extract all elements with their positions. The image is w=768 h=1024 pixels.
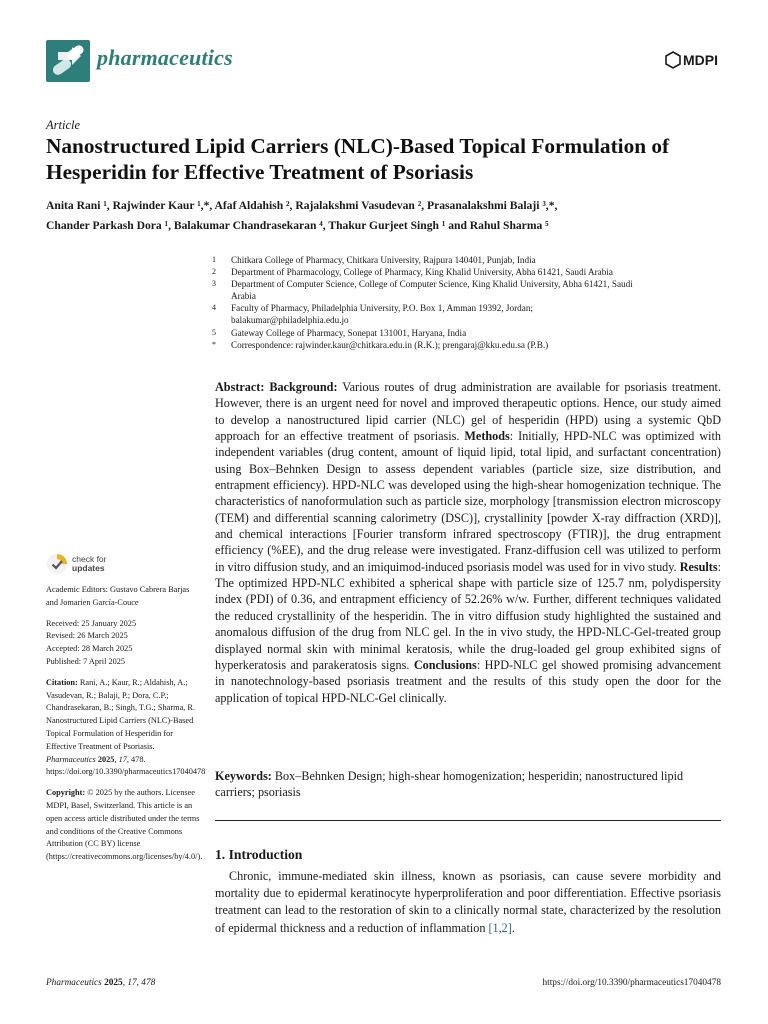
affiliation-number: * (212, 339, 216, 349)
affiliation-item (212, 278, 732, 302)
citation-label: Citation: (46, 677, 78, 687)
journal-name: pharmaceutics (97, 45, 233, 70)
check-updates-label (72, 555, 107, 573)
check-for-updates-button[interactable] (46, 553, 107, 575)
background-label: Background: (269, 380, 338, 394)
journal-logo (46, 40, 90, 82)
publisher-name: MDPI (683, 52, 718, 68)
citation-link[interactable]: [1,2] (488, 920, 512, 935)
affiliation-text: Gateway College of Pharmacy, Sonepat 131001, Haryana, India (231, 327, 467, 338)
hexagon-icon (665, 51, 681, 69)
citation-journal: Pharmaceutics (46, 754, 96, 764)
citation-year: 2025 (95, 754, 115, 764)
sentence-end: . (511, 920, 515, 935)
citation-text: Rani, A.; Kaur, R.; Aldahish, A.; Vasudevan, R.; Balaji, P.; Dora, C.P.; Chandrasekaran, B.; Singh, T.G.; Sharma, R. Nanostructured Lipid Carriers (NLC)-Based Topical Formulation of Hesperidin for Effective Treatment of Psoriasis. (46, 677, 196, 751)
revised-date: Revised: 26 March 2025 (46, 631, 128, 641)
footer-doi-link[interactable]: https://doi.org/10.3390/pharmaceutics17040478 (542, 978, 721, 988)
footer-year: 2025 (101, 978, 123, 988)
affiliation-item (212, 266, 732, 278)
results-text: : The optimized HPD-NLC exhibited a spherical shape with particle size of 125.7 nm, polydispersity index (PDI) of 0.36, and entrapment efficiency of 52.26% w/w. Further, different techniques validated the reduced crystallinity of the hesperidin. The in vitro diffusion study highlighted the sustained and anomalous diffusion of the drug from NLC gel. In the in vivo study, the HPD-NLC-Gel-treated group displayed normal skin with minimal keratosis, while the drug-loaded gel group exhibited signs of hyperkeratosis and parakeratosis signs. (215, 559, 721, 672)
copyright-block (46, 787, 201, 864)
section-divider (215, 820, 721, 821)
author-list (46, 196, 736, 236)
check-updates-icon (46, 553, 68, 575)
accepted-date: Accepted: 28 March 2025 (46, 644, 133, 654)
keywords-text: Box–Behnken Design; high-shear homogenization; hesperidin; nanostructured lipid carriers; psoriasis (215, 769, 684, 800)
abstract-label: Abstract: (215, 380, 265, 394)
copyright-label: Copyright: (46, 788, 86, 798)
affiliation-number: 5 (212, 327, 216, 337)
affiliation-item (212, 302, 732, 326)
article-sidebar (46, 584, 206, 864)
affiliation-item (212, 254, 732, 266)
article-title: Nanostructured Lipid Carriers (NLC)-Based Topical Formulation of Hesperidin for Effective Treatment of Psoriasis (46, 134, 670, 184)
affiliation-text: Department of Pharmacology, College of Pharmacy, King Khalid University, Abha 61421, Saudi Arabia (231, 267, 613, 278)
footer-volume-page: , 17, 478 (122, 978, 156, 988)
introduction-text (215, 868, 721, 937)
conclusions-text: : HPD-NLC gel showed promising advancement in nanotechnology-based psoriasis treatment and the results of this study open the door for the application of topical HPD-NLC-Gel clinically. (215, 657, 722, 705)
keywords (215, 768, 721, 801)
affiliation-number: 3 (212, 279, 216, 289)
affiliation-number: 2 (212, 267, 216, 277)
affiliation-text: Faculty of Pharmacy, Philadelphia University, P.O. Box 1, Amman 19392, Jordan; balakumar@philadelphia.edu.jo (231, 303, 533, 326)
methods-label: Methods (464, 429, 510, 444)
publisher-logo (665, 51, 718, 69)
authors-text: Chander Parkash Dora ¹, Balakumar Chandrasekaran ⁴, Thakur Gurjeet Singh ¹ and Rahul Sharma ⁵ (46, 219, 549, 232)
copyright-text: © 2025 by the authors. Licensee MDPI, Basel, Switzerland. This article is an open access article distributed under the terms and conditions of the Creative Commons Attribution (CC BY) license (https://creativecommons.org/licenses/by/4.0/). (46, 788, 203, 862)
check-updates-line-2: updates (72, 563, 105, 573)
background-text: Various routes of drug administration are available for psoriasis treatment. However, there is an urgent need for novel and improved therapeutic options. Hence, our study aimed to develop a nanostructured lipid carrier (NLC) gel of hesperidin (HPD) using a systemic QbD approach for an effective treatment of psoriasis. (215, 380, 721, 444)
affiliation-number: 1 (212, 255, 216, 264)
published-date: Published: 7 April 2025 (46, 656, 126, 666)
footer-journal: Pharmaceutics (46, 978, 102, 988)
affiliations (212, 254, 732, 351)
footer-citation (46, 978, 155, 988)
citation-volume: , 17 (114, 754, 127, 764)
affiliation-text: Department of Computer Science, College of Computer Science, King Khalid University, Abha 61421, Saudi Arabia (231, 279, 633, 302)
article-type: Article (46, 118, 81, 132)
abstract (215, 379, 721, 706)
received-date: Received: 25 January 2025 (46, 618, 137, 628)
affiliation-number: 4 (212, 303, 216, 313)
keywords-label: Keywords: (215, 769, 272, 783)
check-updates-line-1: check for (72, 554, 107, 564)
conclusions-label: Conclusions (413, 657, 477, 672)
citation-doi[interactable]: , 478. https://doi.org/10.3390/pharmaceutics17040478 (46, 754, 206, 777)
pill-icon (46, 40, 90, 82)
affiliation-text: Correspondence: rajwinder.kaur@chitkara.edu.in (R.K.); prengaraj@kku.edu.sa (P.B.) (231, 339, 549, 350)
affiliation-text: Chitkara College of Pharmacy, Chitkara University, Rajpura 140401, Punjab, India (231, 255, 536, 265)
results-label: Results (679, 559, 718, 574)
citation-block (46, 677, 206, 779)
academic-editors: Academic Editors: Gustavo Cabrera Barjas and Jomarien García-Couce (46, 585, 190, 607)
authors-line-1 (46, 196, 736, 216)
section-heading: 1. Introduction (215, 847, 303, 862)
affiliation-item (212, 339, 732, 351)
introduction-paragraph: Chronic, immune-mediated skin illness, known as psoriasis, can cause severe morbidity and mortality due to epidermal keratinocyte hyperproliferation and poor differentiation. Effective psoriasis treatment can lead to the restoration of skin to a clinically normal state, characterized by the resolution of epidermal thickness and a reduction of inflammation (215, 869, 721, 935)
methods-text: : Initially, HPD-NLC was optimized with independent variables (drug content, amount of liquid lipid, total lipid, and surfactant concentration) using Box–Behnken Design to assess dependent variables (particle size, size distribution, and entrapment efficiency). HPD-NLC was developed using the high-shear homogenization technique. The characteristics of nanoformulation such as particle size, morphology [transmission electron microscopy (TEM) and differential scanning calorimetry (DSC)], crystallinity [powder X-ray diffraction (XRD)], and chemical interactions [Fourier transform infrared spectroscopy (FTIR)], the drug entrapment efficiency (%EE), and the drug release were investigated. Franz-diffusion cell was utilized to perform in vitro diffusion study, and an imiquimod-induced psoriasis model was used for in vivo study. (215, 429, 721, 574)
authors-line-2 (46, 216, 736, 236)
affiliation-item (212, 327, 732, 339)
authors-text: Anita Rani ¹, Rajwinder Kaur ¹,*, Afaf Aldahish ², Rajalakshmi Vasudevan ², Prasanalakshmi Balaji ³,*, (46, 199, 558, 212)
